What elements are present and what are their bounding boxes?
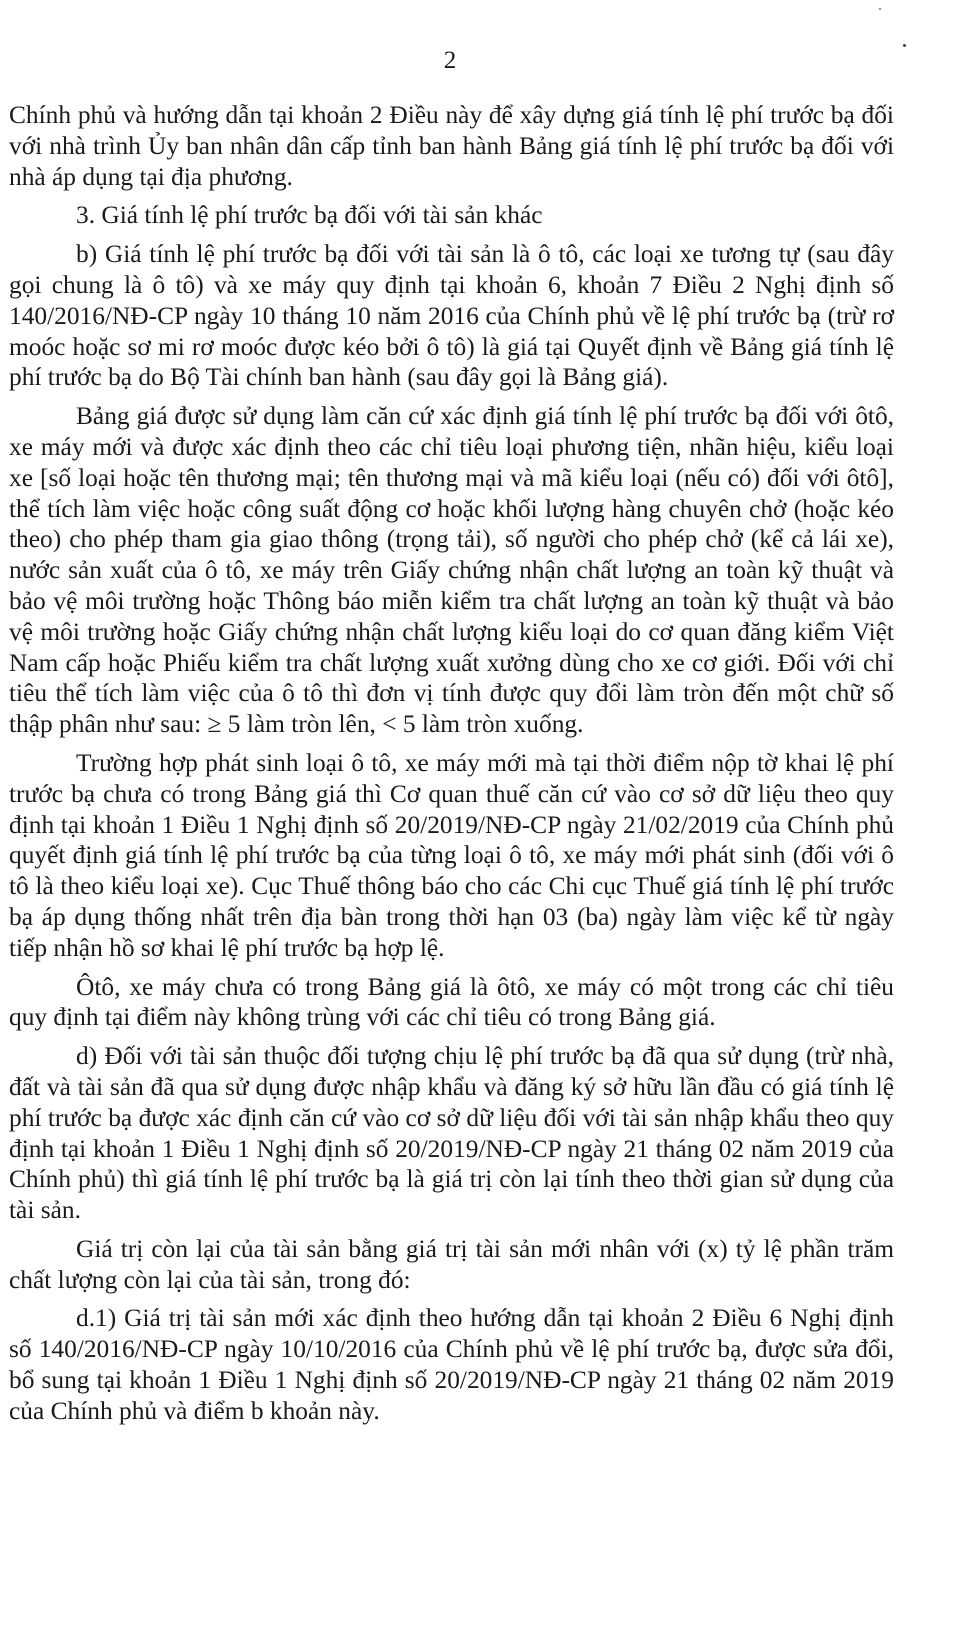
paragraph-continuation: Chính phủ và hướng dẫn tại khoản 2 Điều này để xây dựng giá tính lệ phí trước bạ đối với nhà trình Ủy ban nhân dân cấp tỉnh ban hành Bảng giá tính lệ phí trước bạ đối với nhà áp dụng tại địa phương. xyxy=(9,101,894,191)
scan-speck xyxy=(903,44,906,47)
paragraph-point-d: d) Đối với tài sản thuộc đối tượng chịu lệ phí trước bạ đã qua sử dụng (trừ nhà, đất và tài sản đã qua sử dụng được nhập khẩu và đăng ký sở hữu lần đầu có giá tính lệ phí trước bạ được xác định căn cứ vào cơ sở dữ liệu đối với tài sản nhập khẩu theo quy định tại khoản 1 Điều 1 Nghị định số 20/2019/NĐ-CP ngày 21 tháng 02 năm 2019 của Chính phủ) thì giá tính lệ phí trước bạ là giá trị còn lại tính theo thời gian sử dụng của tài sản. xyxy=(9,1042,894,1225)
paragraph-point-b: b) Giá tính lệ phí trước bạ đối với tài sản là ô tô, các loại xe tương tự (sau đây gọi chung là ô tô) và xe máy quy định tại khoản 6, khoản 7 Điều 2 Nghị định số 140/2016/NĐ-CP ngày 10 tháng 10 năm 2016 của Chính phủ về lệ phí trước bạ (trừ rơ moóc hoặc sơ mi rơ moóc được kéo bởi ô tô) là giá tại Quyết định về Bảng giá tính lệ phí trước bạ do Bộ Tài chính ban hành (sau đây gọi là Bảng giá). xyxy=(9,240,894,392)
paragraph-new-vehicle: Trường hợp phát sinh loại ô tô, xe máy mới mà tại thời điểm nộp tờ khai lệ phí trước bạ chưa có trong Bảng giá thì Cơ quan thuế căn cứ vào cơ sở dữ liệu theo quy định tại khoản 1 Điều 1 Nghị định số 20/2019/NĐ-CP ngày 21/02/2019 của Chính phủ quyết định giá tính lệ phí trước bạ của từng loại ô tô, xe máy mới phát sinh (đối với ô tô là theo kiểu loại xe). Cục Thuế thông báo cho các Chi cục Thuế giá tính lệ phí trước bạ áp dụng thống nhất trên địa bàn trong thời hạn 03 (ba) ngày làm việc kể từ ngày tiếp nhận hồ sơ khai lệ phí trước bạ hợp lệ. xyxy=(9,748,894,962)
paragraph-residual-value: Giá trị còn lại của tài sản bằng giá trị tài sản mới nhân với (x) tỷ lệ phần trăm chất lượng còn lại của tài sản, trong đó: xyxy=(9,1234,894,1294)
paragraph-not-in-table: Ôtô, xe máy chưa có trong Bảng giá là ôtô, xe máy có một trong các chỉ tiêu quy định tại điểm này không trùng với các chỉ tiêu có trong Bảng giá. xyxy=(9,972,894,1032)
paragraph-price-table: Bảng giá được sử dụng làm căn cứ xác định giá tính lệ phí trước bạ đối với ôtô, xe máy mới và được xác định theo các chỉ tiêu loại phương tiện, nhãn hiệu, kiểu loại xe [số loại hoặc tên thương mại; tên thương mại và mã kiểu loại (nếu có) đối với ôtô], thể tích làm việc hoặc công suất động cơ hoặc khối lượng hàng chuyên chở (hoặc kéo theo) cho phép tham gia giao thông (trọng tải), số người cho phép chở (kể cả lái xe), nước sản xuất của ô tô, xe máy trên Giấy chứng nhận chất lượng an toàn kỹ thuật và bảo vệ môi trường hoặc Thông báo miễn kiểm tra chất lượng an toàn kỹ thuật và bảo vệ môi trường hoặc Giấy chứng nhận chất lượng kiểu loại do cơ quan đăng kiểm Việt Nam cấp hoặc Phiếu kiểm tra chất lượng xuất xưởng dùng cho xe cơ giới. Đối với chỉ tiêu thể tích làm việc của ô tô thì đơn vị tính được quy đổi làm tròn đến một chữ số thập phân như sau: ≥ 5 làm tròn lên, < 5 làm tròn xuống. xyxy=(9,402,894,739)
scan-speck xyxy=(879,8,881,10)
section-heading: 3. Giá tính lệ phí trước bạ đối với tài sản khác xyxy=(76,201,543,230)
paragraph-point-d1: d.1) Giá trị tài sản mới xác định theo hướng dẫn tại khoản 2 Điều 6 Nghị định số 140/2016/NĐ-CP ngày 10/10/2016 của Chính phủ về lệ phí trước bạ, được sửa đổi, bổ sung tại khoản 1 Điều 1 Nghị định số 20/2019/NĐ-CP ngày 21 tháng 02 năm 2019 của Chính phủ và điểm b khoản này. xyxy=(9,1304,894,1425)
page-number: 2 xyxy=(443,47,457,74)
document-body xyxy=(9,100,894,1435)
